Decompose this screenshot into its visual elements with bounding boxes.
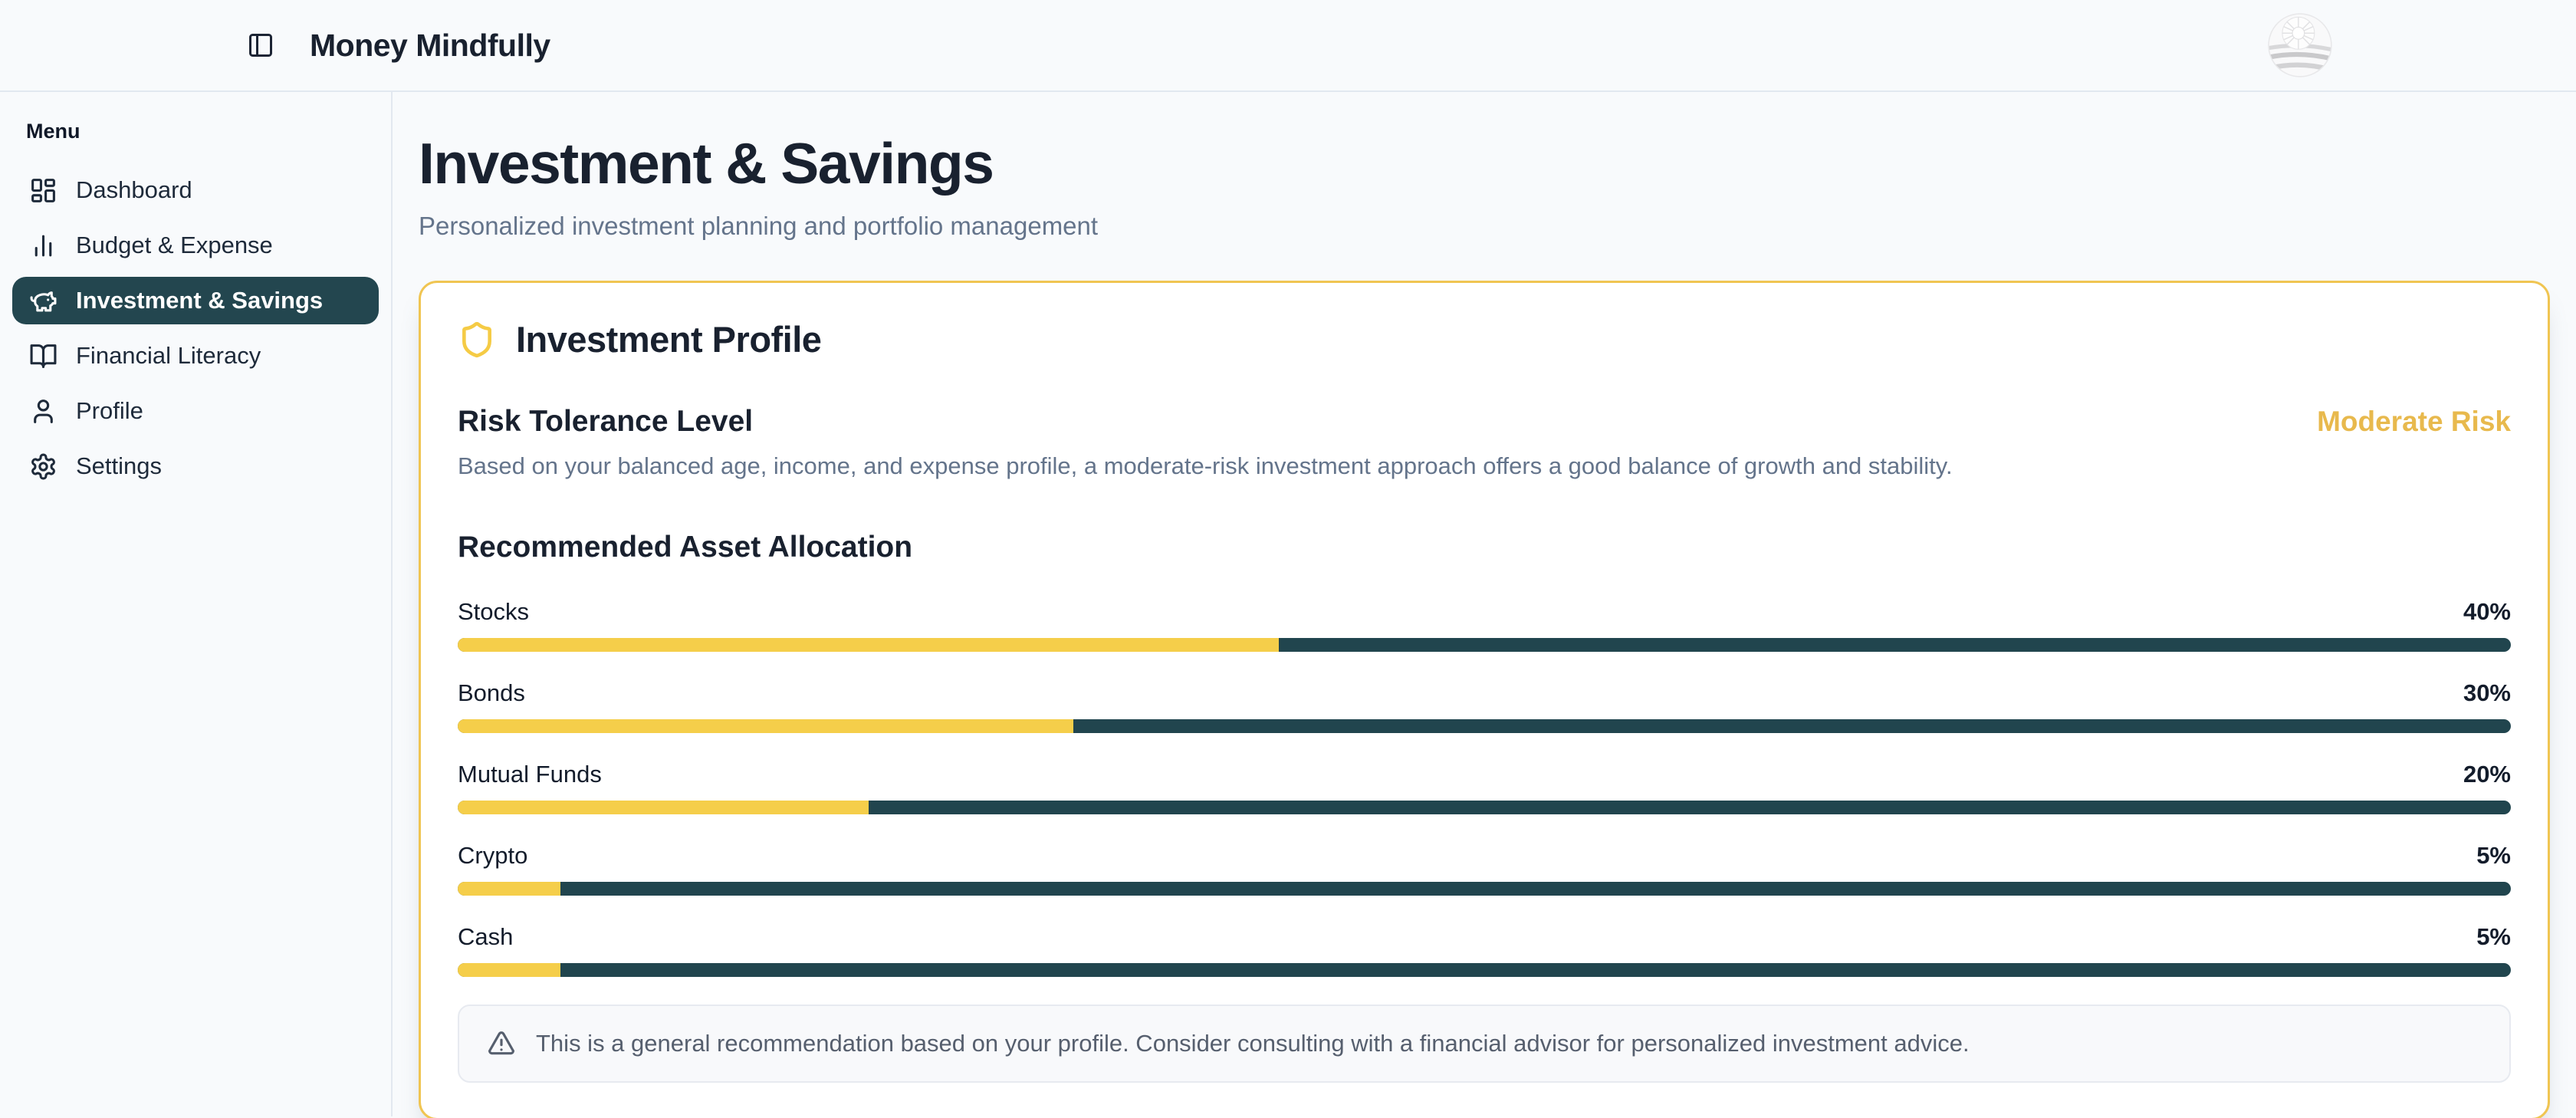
- allocation-heading: Recommended Asset Allocation: [458, 531, 913, 564]
- allocation-row: [458, 598, 2511, 652]
- sidebar: [0, 92, 393, 1116]
- page-title: Investment & Savings: [419, 131, 994, 196]
- sidebar-item-label: Settings: [76, 452, 163, 479]
- sidebar-nav: [12, 166, 379, 490]
- allocation-label: Cash: [458, 923, 514, 950]
- allocation-progress-track: [458, 963, 2511, 977]
- sidebar-item[interactable]: [12, 442, 379, 490]
- allocation-value: 40%: [2463, 598, 2511, 625]
- avatar-image: [2268, 13, 2332, 77]
- sidebar-section-label: Menu: [26, 120, 80, 143]
- allocation-labels: [458, 598, 2511, 626]
- avatar[interactable]: [2268, 13, 2332, 77]
- page-subtitle: Personalized investment planning and portfolio management: [419, 212, 1099, 240]
- allocation-row: [458, 923, 2511, 977]
- allocation-labels: [458, 761, 2511, 788]
- allocation-progress-track: [458, 719, 2511, 733]
- sidebar-toggle-button[interactable]: [247, 30, 278, 61]
- sidebar-item-label: Dashboard: [76, 176, 192, 203]
- allocation-label: Stocks: [458, 598, 530, 625]
- allocation-progress-fill: [458, 963, 560, 977]
- card-header: [458, 318, 2511, 360]
- risk-level-badge: Moderate Risk: [2317, 406, 2511, 437]
- allocation-progress-fill: [458, 801, 869, 814]
- allocation-progress-fill: [458, 882, 560, 896]
- allocation-progress-fill: [458, 638, 1279, 652]
- sidebar-item[interactable]: [12, 387, 379, 435]
- advisory-note-text: This is a general recommendation based on your profile. Consider consulting with a financial advisor for personalized investment advice.: [536, 1030, 1970, 1057]
- main-content: [393, 92, 2576, 1116]
- sidebar-item-icon: [29, 287, 58, 315]
- sidebar-item-label: Investment & Savings: [76, 287, 324, 314]
- card-title: Investment Profile: [516, 319, 822, 360]
- panel-left-icon: [247, 31, 274, 59]
- allocation-value: 20%: [2463, 761, 2511, 788]
- sidebar-item[interactable]: [12, 277, 379, 324]
- risk-description: Based on your balanced age, income, and expense profile, a moderate-risk investment approach offers a good balance of growth and stability.: [458, 452, 1953, 479]
- allocation-labels: [458, 842, 2511, 870]
- allocation-progress-track: [458, 638, 2511, 652]
- sidebar-item-icon: [29, 397, 58, 426]
- allocation-value: 5%: [2476, 842, 2511, 869]
- investment-profile-card: [419, 281, 2550, 1118]
- allocation-row: [458, 842, 2511, 896]
- sidebar-item[interactable]: [12, 222, 379, 269]
- allocation-progress-track: [458, 801, 2511, 814]
- allocation-label: Crypto: [458, 842, 528, 869]
- risk-tolerance-row: [458, 405, 2511, 439]
- allocation-value: 30%: [2463, 679, 2511, 706]
- allocation-row: [458, 679, 2511, 733]
- alert-triangle-icon: [487, 1029, 516, 1058]
- sidebar-item-label: Profile: [76, 397, 143, 424]
- sidebar-item-label: Budget & Expense: [76, 232, 273, 258]
- advisory-note: [458, 1005, 2511, 1083]
- allocation-labels: [458, 923, 2511, 951]
- allocation-labels: [458, 679, 2511, 707]
- allocation-label: Mutual Funds: [458, 761, 602, 788]
- app-title: Money Mindfully: [310, 27, 550, 63]
- shield-icon: [458, 321, 496, 359]
- sidebar-item-label: Financial Literacy: [76, 342, 261, 369]
- allocation-progress-fill: [458, 719, 1073, 733]
- sidebar-item[interactable]: [12, 166, 379, 214]
- sidebar-item[interactable]: [12, 332, 379, 380]
- allocation-list: [458, 598, 2511, 977]
- sidebar-item-icon: [29, 452, 58, 481]
- allocation-progress-track: [458, 882, 2511, 896]
- risk-tolerance-heading: Risk Tolerance Level: [458, 405, 754, 438]
- allocation-label: Bonds: [458, 679, 525, 706]
- allocation-value: 5%: [2476, 923, 2511, 950]
- sidebar-item-icon: [29, 232, 58, 260]
- allocation-row: [458, 761, 2511, 814]
- sidebar-item-icon: [29, 342, 58, 370]
- sidebar-item-icon: [29, 176, 58, 205]
- app-header: [0, 0, 2576, 92]
